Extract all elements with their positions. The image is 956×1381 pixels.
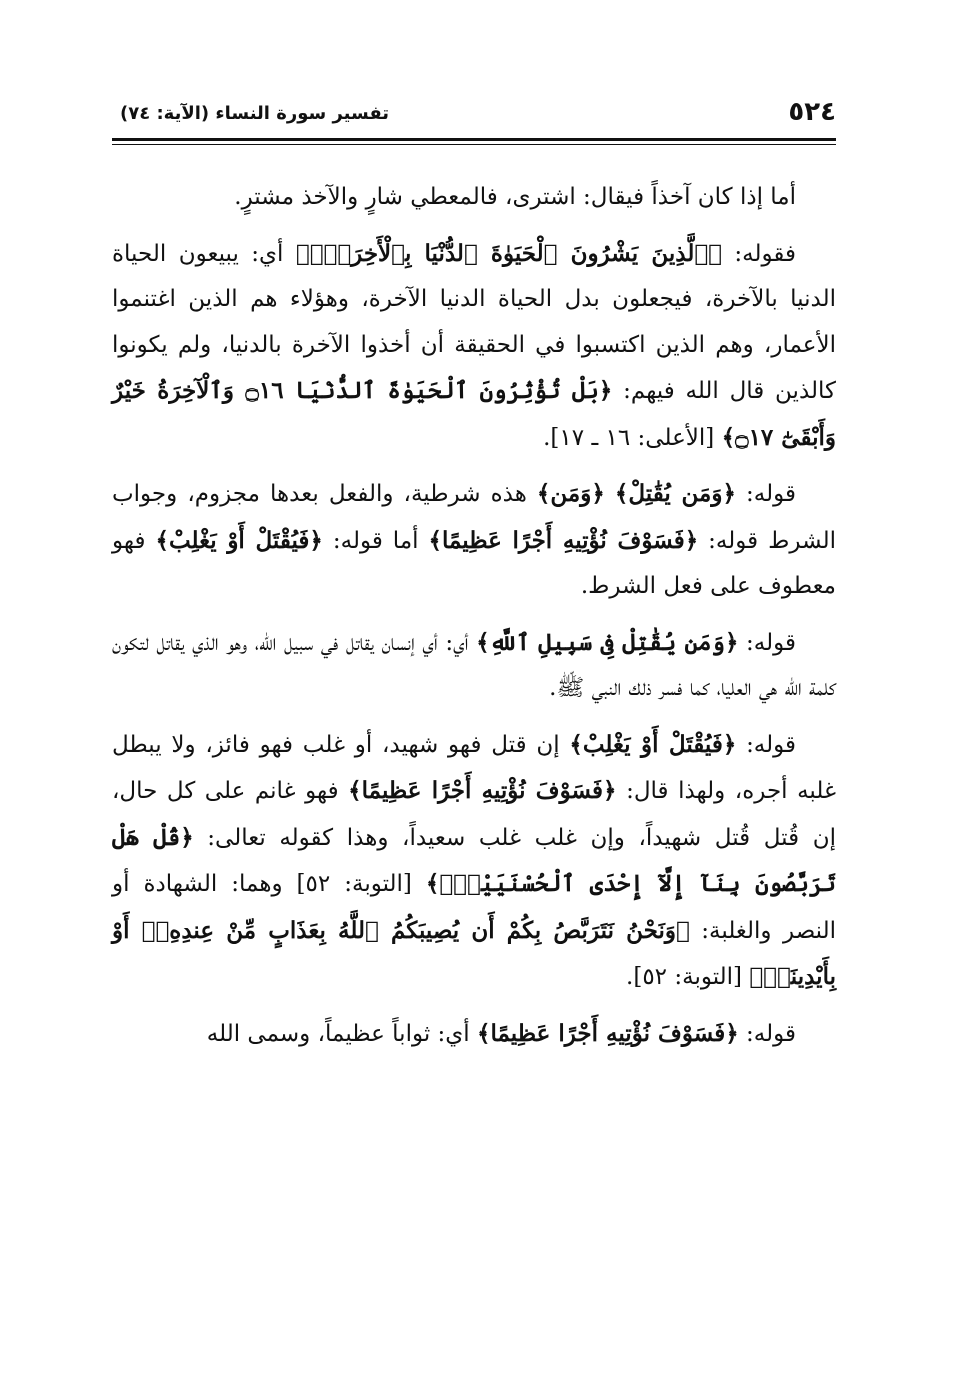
text-segment: فهو معطوف على فعل الشرط. <box>112 527 836 599</box>
page-header <box>112 95 836 135</box>
quran-quote: ﴿فَيُقْتَلْ أَوْ يَغْلِبْ﴾ <box>155 526 323 554</box>
text-segment: فقوله: <box>721 240 796 267</box>
quran-quote: ﴿فَسَوْفَ نُؤْتِيهِ أَجْرًا عَظِيمًا﴾ <box>477 1019 739 1047</box>
paragraph-3 <box>112 471 836 610</box>
page-number: ٥٢٤ <box>788 97 836 127</box>
quran-quote: ﴿فَيُقْتَلْ أَوْ يَغْلِبْ﴾ <box>569 730 737 758</box>
text-segment: [التوبة: ٥٢] وهما: الشهادة أو النصر والغلبة: <box>112 871 836 944</box>
page-body <box>112 175 836 1067</box>
text-segment: أي: أي إنسان يقاتل في سبيل الله، وهو الذي يقاتل لتكون كلمة الله هي العليا، كما فسر ذلك النبي ﷺ. <box>112 629 836 701</box>
text-segment: أما إذا كان آخذاً فيقال: اشترى، فالمعطي شارٍ والآخذ مشترٍ. <box>234 184 796 210</box>
text-segment: هذه شرطية، والفعل بعدها مجزوم، وجواب الشرط قوله: <box>112 481 836 554</box>
paragraph-6 <box>112 1011 836 1058</box>
paragraph-5 <box>112 722 836 1001</box>
quran-quote: ﴿قُلْ هَلْ تَرَبَّصُونَ بِنَآ إِلَّآ إِحْدَى ٱلْحُسْنَيَيْنِۖ﴾ <box>112 823 836 897</box>
quran-quote: ﴿فَسَوْفَ نُؤْتِيهِ أَجْرًا عَظِيمًا﴾ <box>348 777 617 804</box>
verse-reference: [التوبة: ٥٢]. <box>626 964 743 990</box>
text-segment: أي: ثواباً عظيماً، وسمى الله <box>206 1020 470 1047</box>
paragraph-4 <box>112 620 836 712</box>
book-page <box>112 95 836 1365</box>
quran-quote: ﴿ٱلَّذِينَ يَشْرُونَ ٱلْحَيَوٰةَ ٱلدُّنْيَا بِٱلْأَخِرَةِۚ﴾ <box>295 239 722 267</box>
text-segment: فهو غانم على كل حال، إن قُتل قُتل شهيداً، وإن غلب غلب سعيداً، وهذا كقوله تعالى: <box>112 778 836 851</box>
paragraph-1 <box>112 175 836 221</box>
quran-quote: ﴿وَمَن يُقَٰتِلْ﴾ <box>614 480 736 507</box>
running-title: تفسير سورة النساء (الآية: ٧٤) <box>120 103 390 124</box>
quran-quote: ﴿وَمَن يُقَٰتِلْ فِى سَبِيلِ ٱللَّهِ﴾ <box>476 628 739 656</box>
text-segment: قوله: <box>736 731 797 758</box>
quran-quote: ﴿فَسَوْفَ نُؤْتِيهِ أَجْرًا عَظِيمًا﴾ <box>428 526 699 554</box>
text-segment: أي: يبيعون الحياة الدنيا بالآخرة، فيجعلون بدل الحياة الدنيا الآخرة، وهؤلاء هم الذين اغتنموا الأعمار، وهم الذين اكتسبوا في الحقيقة أن أخذوا الآخرة بالدنيا، ولم يكونوا كالذين قال الله فيهم: <box>112 240 836 404</box>
text-segment: قوله: <box>738 1020 796 1047</box>
text-segment: قوله: <box>735 481 796 507</box>
verse-reference: [الأعلى: ١٦ ـ ١٧]. <box>543 424 715 451</box>
header-rule-thick <box>112 138 836 141</box>
header-rule-thin <box>112 144 836 145</box>
text-segment: إن قتل فهو شهيد، أو غلب فهو فائز، ولا يبطل غلبه أجره، ولهذا قال: <box>112 731 837 804</box>
text-segment: قوله: <box>738 629 796 656</box>
quran-quote: ﴿وَنَحْنُ نَتَرَبَّصُ بِكُمْ أَن يُصِيبَكُمُ ٱللَّهُ بِعَذَابٍ مِّنْ عِندِهِۦٓ أَوْ بِأَيْدِينَاۖ﴾ <box>112 916 836 990</box>
quran-quote: ﴿وَمَن﴾ <box>536 480 605 507</box>
paragraph-2 <box>112 231 836 462</box>
quran-quote: ﴿بَلْ تُؤْثِرُونَ ٱلْحَيَوٰةَ ٱلدُّنْيَا ۝١٦ وَٱلْآخِرَةُ خَيْرٌ وَأَبْقَىٰٓ ۝١٧﴾ <box>112 377 836 451</box>
text-segment: أما قوله: <box>322 527 419 554</box>
